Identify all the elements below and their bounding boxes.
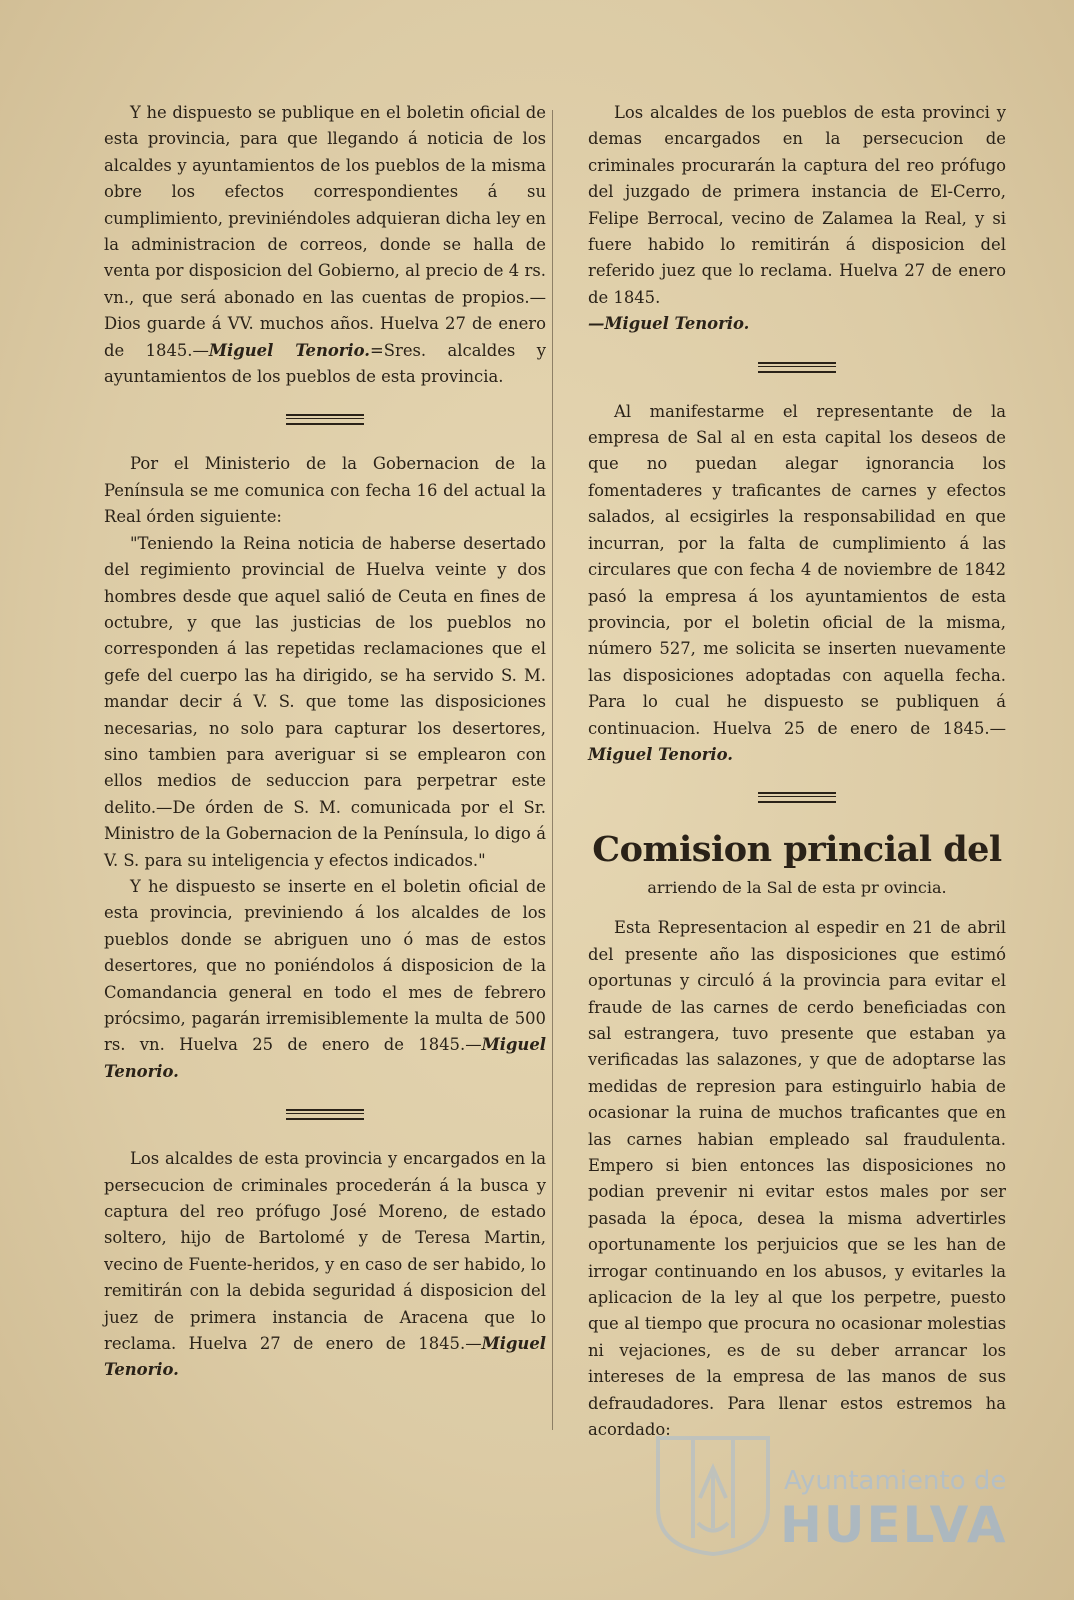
section-heading: Comision princial del <box>592 829 1002 871</box>
paragraph-captura-moreno: Los alcaldes de esta provincia y encargados en la persecucion de criminales procederán á la busca y captura del reo prófugo José Moreno, de estado soltero, hijo de Bartolomé y de Teresa Martin, vecino de Fuente-heridos, y en caso de ser habido, lo remitirán con la debida seguridad á disposicion del juez de primera instancia de Aracena que lo reclama. Huelva 27 de enero de 1845.—Miguel Tenorio. <box>104 1149 546 1380</box>
paragraph-representacion: Esta Representacion al espedir en 21 de abril del presente año las disposiciones que estimó oportunas y circuló á la provincia para evitar el fraude de las carnes de cerdo beneficiadas con sal estrangera, tuvo presente que estaban ya verificadas las salazones, y que de adoptarse las medidas de represion para estinguirlo habia de ocasionar la ruina de muchos traficantes que en las carnes habian empleado sal fraudulenta. Empero si bien entonces las disposiciones no podian prevenir ni evitar estos males por ser pasada la época, desea la misma advertirles oportunamente los perjuicios que se les han de irrogar continuando en los abusos, y evitarles la aplicacion de la ley al que los perpetre, puesto que al tiempo que procura no ocasionar molestias ni vejaciones, es de su deber arrancar los intereses de la empresa de las manos de sus defraudadores. Para llenar estos estremos ha acordado: <box>588 918 1006 1440</box>
section-subheading: arriendo de la Sal de esta pr ovincia. <box>647 878 947 898</box>
paragraph-empresa-sal: Al manifestarme el representante de la empresa de Sal al en esta capital los deseos de que no puedan alegar ignorancia los fomentaderes y traficantes de carnes y efectos salados, al ecsigirles la responsabilidad en que incurran, por la falta de cumplimiento á las circulares que con fecha 4 de noviembre de 1842 pasó la empresa á los ayuntamientos de esta provincia, por el boletin oficial de la misma, número 527, me solicita se inserten nuevamente las disposiciones adoptadas con aquella fecha. Para lo cual he dispuesto se publiquen á continuacion. Huelva 25 de enero de 1845.—Miguel Tenorio. <box>588 401 1006 764</box>
signature: Miguel Tenorio. <box>208 340 371 360</box>
paragraph-real-orden: "Teniendo la Reina noticia de haberse desertado del regimiento provincial de Huelva veinte y dos hombres desde que aquel salió de Ceuta en fines de octubre, y que las justicias de los pueblos no corresponden á las repetidas reclamaciones que el gefe del cuerpo las ha dirigido, se ha servido S. M. mandar decir á V. S. que tome las disposiciones necesarias, no solo para capturar los desertores, sino tambien para averiguar si se emplearon con ellos medios de seduccion para perpetrar este delito.—De órden de S. M. comunicada por el Sr. Ministro de la Gobernacion de la Península, lo digo á V. S. para su inteligencia y efectos indicados." <box>104 533 546 870</box>
section-separator <box>286 414 364 425</box>
paragraph-captura-berrocal: Los alcaldes de los pueblos de esta provinci y demas encargados en la persecucion de criminales procurarán la captura del reo prófugo del juzgado de primera instancia de El-Cerro, Felipe Berrocal, vecino de Zalamea la Real, y si fuere habido lo remitirán á disposicion del referido juez que lo reclama. Huelva 27 de enero de 1845. —Miguel Tenorio. <box>588 103 1006 334</box>
signature: —Miguel Tenorio. <box>588 314 750 334</box>
paragraph-ley-correos: Y he dispuesto se publique en el boletin oficial de esta provincia, para que llegando á noticia de los alcaldes y ayuntamientos de los pueblos de la misma obre los efectos correspondientes á su cumplimiento, previniéndoles adquieran dicha ley en la administracion de correos, donde se halla de venta por disposicion del Gobierno, al precio de 4 rs. vn., que será abonado en las cuentas de propios.—Dios guarde á VV. muchos años. Huelva 27 de enero de 1845.—Miguel Tenorio.=Sres. alcaldes y ayuntamientos de los pueblos de esta provincia. <box>104 103 546 387</box>
paragraph-desertores: Y he dispuesto se inserte en el boletin oficial de esta provincia, previniendo á los alcaldes de los pueblos donde se abriguen uno ó mas de estos desertores, que no poniéndolos á disposicion de la Comandancia general en todo el mes de febrero prócsimo, pagarán irremisiblemente la multa de 500 rs. vn. Huelva 25 de enero de 1845.—Miguel Tenorio. <box>104 876 546 1081</box>
left-column <box>104 100 546 1384</box>
signature: Miguel Tenorio. <box>104 1334 546 1380</box>
section-separator <box>286 1109 364 1120</box>
watermark-city: HUELVA <box>780 1496 1008 1554</box>
watermark-text: Ayuntamiento de <box>784 1466 1007 1496</box>
right-column <box>588 100 1006 1443</box>
paragraph-ministerio: Por el Ministerio de la Gobernacion de la Península se me comunica con fecha 16 del actual la Real órden siguiente: <box>104 454 546 527</box>
signature: Miguel Tenorio. <box>588 744 733 764</box>
signature: Miguel Tenorio. <box>104 1035 546 1081</box>
column-divider <box>552 110 553 1430</box>
section-separator <box>758 792 836 803</box>
section-separator <box>758 362 836 373</box>
